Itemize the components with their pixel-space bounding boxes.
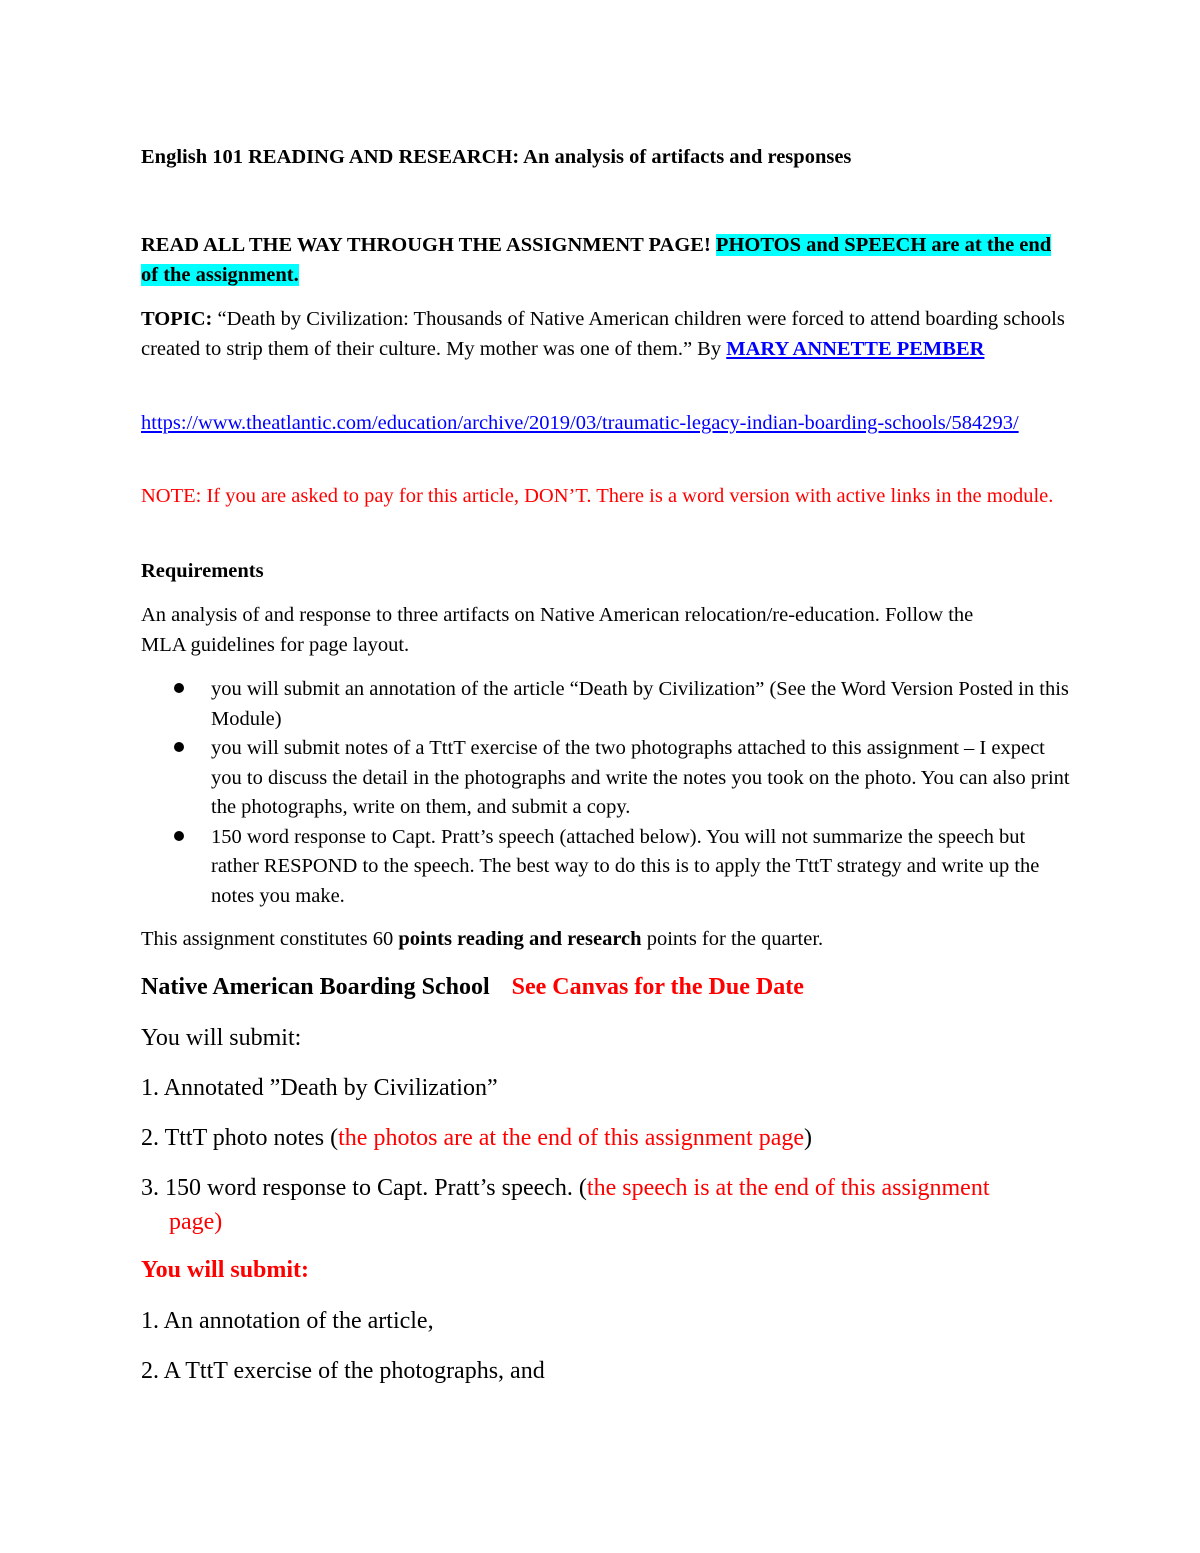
document-title: English 101 READING AND RESEARCH: An analysis of artifacts and responses — [141, 146, 852, 168]
final-item-1: 1. An annotation of the article, — [141, 1308, 434, 1334]
final-item-2: 2. A TttT exercise of the photographs, and — [141, 1358, 545, 1384]
requirements-heading: Requirements — [141, 560, 264, 582]
submit-heading: You will submit: — [141, 1025, 302, 1051]
requirements-list — [141, 675, 1071, 911]
points-statement: This assignment constitutes 60 points reading and research points for the quarter. — [141, 928, 824, 950]
due-date-note: See Canvas for the Due Date — [511, 974, 804, 1000]
submit-item-2: 2. TttT photo notes (the photos are at the end of this assignment page) — [141, 1125, 813, 1151]
section-heading: Native American Boarding School See Canvas for the Due Date — [141, 974, 804, 1000]
list-item: you will submit notes of a TttT exercise of the two photographs attached to this assignment – I expect you to discuss the detail in the photographs and write the notes you took on the photo. You can also print the photographs, write on them, and submit a copy. — [141, 734, 1071, 823]
bullet-icon — [174, 683, 184, 693]
bullet-icon — [174, 742, 184, 752]
submit-item-1: 1. Annotated ”Death by Civilization” — [141, 1075, 498, 1101]
read-all-notice: READ ALL THE WAY THROUGH THE ASSIGNMENT PAGE! PHOTOS and SPEECH are at the end of the assignment. — [141, 234, 1052, 286]
submit-item-3: 3. 150 word response to Capt. Pratt’s speech. (the speech is at the end of this assignment page) — [141, 1175, 990, 1235]
list-item: you will submit an annotation of the article “Death by Civilization” (See the Word Version Posted in this Module) — [141, 675, 1071, 734]
list-item: 150 word response to Capt. Pratt’s speech (attached below). You will not summarize the speech but rather RESPOND to the speech. The best way to do this is to apply the TttT strategy and write up the notes you make. — [141, 823, 1071, 912]
payment-note: NOTE: If you are asked to pay for this article, DON’T. There is a word version with active links in the module. — [141, 485, 1054, 507]
bullet-icon — [174, 831, 184, 841]
article-url-link[interactable]: https://www.theatlantic.com/education/archive/2019/03/traumatic-legacy-indian-boarding-schools/584293/ — [141, 412, 1019, 434]
requirements-intro: An analysis of and response to three artifacts on Native American relocation/re-education. Follow the MLA guidelines for page layout. — [141, 604, 974, 656]
article-url — [141, 409, 1071, 439]
author-link[interactable]: MARY ANNETTE PEMBER — [726, 337, 985, 360]
submit-heading-red: You will submit: — [141, 1257, 310, 1283]
topic-paragraph: TOPIC: “Death by Civilization: Thousands of Native American children were forced to attend boarding schools created to strip them of their culture. My mother was one of them.” By MARY ANNETTE PEMBER — [141, 308, 1065, 360]
photos-speech-highlight: PHOTOS and SPEECH are at the end of the assignment. — [141, 234, 1052, 286]
